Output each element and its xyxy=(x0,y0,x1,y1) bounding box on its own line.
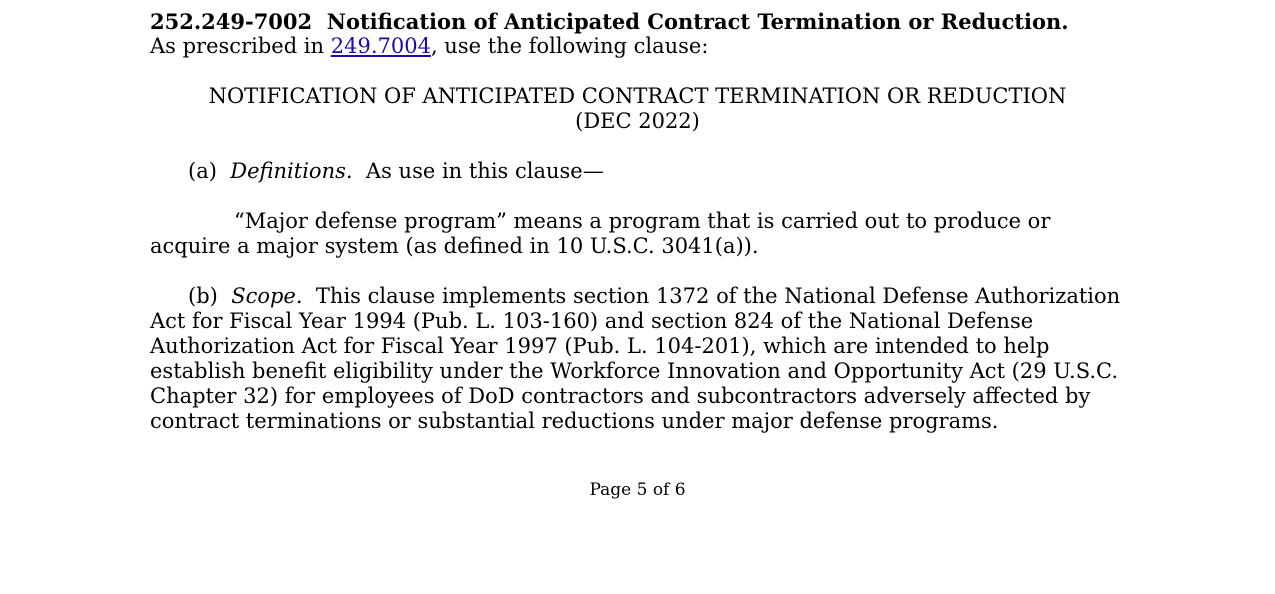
paragraph-b-label: (b) xyxy=(188,284,218,308)
paragraph-a-label: (a) xyxy=(188,159,217,183)
page-number: Page 5 of 6 xyxy=(589,480,686,500)
clause-title: NOTIFICATION OF ANTICIPATED CONTRACT TERMINATION OR REDUCTION xyxy=(208,84,1067,108)
clause-title-block xyxy=(150,84,1125,134)
intro-line xyxy=(150,34,1125,59)
definition-paragraph xyxy=(150,209,1125,259)
document-page xyxy=(150,9,1125,434)
definition-text: “Major defense program” means a program that is carried out to produce or acquire a major system (as defined in 10 U.S.C. 3041(a)). xyxy=(150,209,1051,258)
intro-text-after: , use the following clause: xyxy=(430,34,709,58)
page-footer xyxy=(0,479,1275,501)
paragraph-b-term: Scope. xyxy=(231,284,303,308)
section-link-249-7004[interactable]: 249.7004 xyxy=(330,34,431,58)
section-number: 252.249-7002 xyxy=(150,9,313,34)
section-heading xyxy=(150,9,1125,34)
paragraph-a-text: As use in this clause— xyxy=(365,159,604,183)
paragraph-a-term: Definitions. xyxy=(230,159,353,183)
paragraph-b-text: This clause implements section 1372 of the National Defense Authorization Act for Fiscal Year 1994 (Pub. L. 103-160) and section 824 of the National Defense Authorization Act for Fiscal Year 1997 (Pub. L. 104-201), which are intended to help establish benefit eligibility under the Workforce Innovation and Opportunity Act (29 U.S.C. Chapter 32) for employees of DoD contractors and subcontractors adversely affected by contract terminations or substantial reductions under major defense programs. xyxy=(150,284,1121,433)
paragraph-a xyxy=(150,159,1125,184)
intro-text-before: As prescribed in xyxy=(150,34,331,58)
paragraph-b xyxy=(150,284,1125,434)
clause-date: (DEC 2022) xyxy=(575,109,700,133)
section-title: Notification of Anticipated Contract Termination or Reduction. xyxy=(326,9,1069,34)
